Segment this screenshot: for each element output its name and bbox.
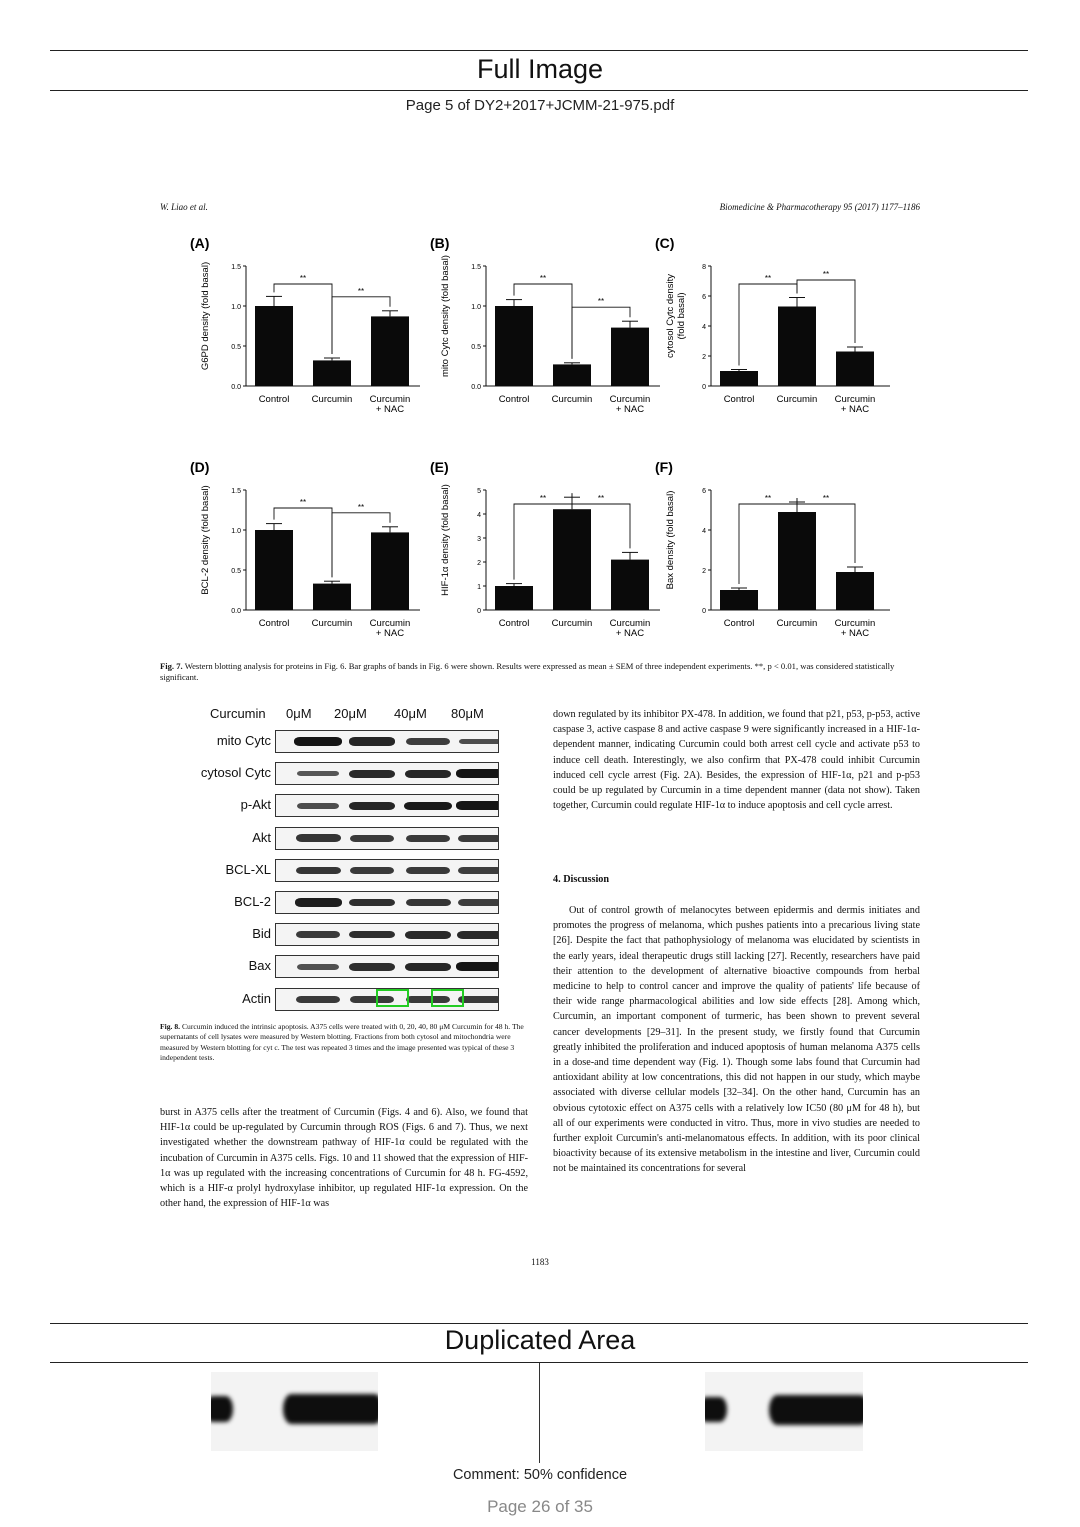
blot-conc-1: 20μM bbox=[334, 706, 367, 721]
paper-page-number: 1183 bbox=[531, 1257, 549, 1267]
blot-row-label: Actin bbox=[242, 990, 271, 1006]
category-label-e-1: Curcumin bbox=[551, 618, 593, 629]
category-label-d-2-1: + NAC bbox=[375, 628, 405, 639]
sig-marker-b-0: ** bbox=[539, 274, 547, 283]
blot-band bbox=[349, 931, 395, 939]
blot-band bbox=[456, 962, 499, 971]
fig8-caption-text: Curcumin induced the intrinsic apoptosis. A375 cells were treated with 0, 20, 40, 80 μM Curcumin for 48 h. The supernatants of cell lysates were measured by Western blotting. Fractions from both cytosol and mitochondria were measured by Western blotting for cyt c. The test was repeated 3 times and the image presented was typical of these 3 independent tests. bbox=[160, 1022, 524, 1063]
y-axis-label-b: mito Cytc density (fold basal) bbox=[440, 255, 451, 377]
chart-panel-b bbox=[420, 228, 660, 433]
panel-label-b: (B) bbox=[430, 235, 450, 251]
y-tick-label-c-1: 2 bbox=[702, 354, 706, 361]
category-label-f-2-1: + NAC bbox=[840, 628, 870, 639]
blot-band bbox=[405, 963, 452, 971]
bar-e-1 bbox=[553, 509, 591, 610]
bar-b-2 bbox=[611, 328, 649, 386]
y-tick-label-d-0: 0.0 bbox=[231, 608, 241, 615]
bar-f-2 bbox=[836, 572, 874, 610]
bar-d-2 bbox=[371, 532, 409, 610]
y-tick-label-e-1: 1 bbox=[477, 584, 481, 591]
left-column-text bbox=[160, 1105, 528, 1211]
y-tick-label-c-0: 0 bbox=[702, 384, 706, 391]
chart-panel-c bbox=[645, 228, 890, 433]
blot-conc-3: 80μM bbox=[451, 706, 484, 721]
running-head-left: W. Liao et al. bbox=[160, 202, 208, 212]
bar-f-0 bbox=[720, 590, 758, 610]
sig-marker-d-0: ** bbox=[299, 498, 307, 507]
blot-band bbox=[294, 737, 342, 746]
category-label-d-0: Control bbox=[258, 618, 290, 629]
duplicate-highlight-box bbox=[376, 989, 409, 1007]
blot-conc-2: 40μM bbox=[394, 706, 427, 721]
duplicated-area-title: Duplicated Area bbox=[444, 1325, 636, 1355]
category-label-f-1: Curcumin bbox=[776, 618, 818, 629]
y-tick-label-f-2: 4 bbox=[702, 528, 706, 535]
category-label-a-1: Curcumin bbox=[311, 394, 353, 405]
sig-marker-f-0: ** bbox=[764, 494, 772, 503]
blot-strip bbox=[275, 923, 499, 946]
blot-strip bbox=[275, 891, 499, 914]
category-label-d-1: Curcumin bbox=[311, 618, 353, 629]
blot-band bbox=[458, 867, 499, 874]
sig-marker-d-1: ** bbox=[357, 502, 365, 512]
confidence-comment: Comment: 50% confidence bbox=[452, 1467, 628, 1483]
y-tick-label-a-0: 0.0 bbox=[231, 384, 241, 391]
duplicated-crop-right bbox=[705, 1372, 863, 1451]
y-tick-label-d-3: 1.5 bbox=[231, 488, 241, 495]
blot-row-label: Bax bbox=[248, 958, 271, 974]
y-tick-label-e-4: 4 bbox=[477, 512, 481, 519]
category-label-b-2-1: + NAC bbox=[615, 404, 645, 415]
category-label-c-0: Control bbox=[723, 394, 755, 405]
y-tick-label-b-1: 0.5 bbox=[471, 344, 481, 351]
y-tick-label-b-0: 0.0 bbox=[471, 384, 481, 391]
category-label-e-2: Curcumin bbox=[609, 618, 651, 629]
chart-panel-f bbox=[645, 452, 890, 657]
blot-band bbox=[459, 739, 499, 745]
y-tick-label-b-3: 1.5 bbox=[471, 264, 481, 271]
bar-a-2 bbox=[371, 316, 409, 386]
blot-band bbox=[297, 964, 339, 969]
y-axis-label-c-1: (fold basal) bbox=[676, 292, 687, 340]
blot-band bbox=[350, 867, 395, 874]
sig-marker-a-0: ** bbox=[299, 274, 307, 283]
category-label-c-2: Curcumin bbox=[834, 394, 876, 405]
sig-marker-c-0: ** bbox=[764, 274, 772, 283]
blot-row-label: BCL-XL bbox=[225, 861, 271, 877]
blot-band bbox=[349, 802, 396, 810]
fig7-caption-label: Fig. 7. bbox=[160, 661, 183, 671]
y-axis-label-f: Bax density (fold basal) bbox=[665, 490, 676, 590]
blot-band bbox=[458, 899, 499, 906]
blot-band bbox=[296, 931, 341, 938]
sig-marker-e-1: ** bbox=[597, 494, 605, 503]
blot-band bbox=[458, 835, 499, 842]
bar-c-0 bbox=[720, 371, 758, 386]
blot-band bbox=[349, 963, 395, 971]
running-head-right: Biomedicine & Pharmacotherapy 95 (2017) 1177–1186 bbox=[719, 202, 920, 212]
y-tick-label-d-1: 0.5 bbox=[231, 568, 241, 575]
category-label-a-2-1: + NAC bbox=[375, 404, 405, 415]
blot-row-label: Bid bbox=[252, 926, 271, 942]
bar-a-0 bbox=[255, 306, 293, 386]
sig-marker-a-1: ** bbox=[357, 286, 365, 296]
fig8-caption bbox=[160, 1022, 528, 1064]
y-tick-label-f-3: 6 bbox=[702, 488, 706, 495]
blot-band bbox=[295, 898, 342, 906]
y-axis-label-c: cytosol Cytc density bbox=[665, 274, 676, 358]
category-label-a-2: Curcumin bbox=[369, 394, 411, 405]
blot-band bbox=[349, 737, 396, 745]
chart-panel-d bbox=[180, 452, 420, 657]
fig8-caption-label: Fig. 8. bbox=[160, 1022, 181, 1031]
right-column-text-1 bbox=[553, 707, 920, 813]
duplicated-crop-left bbox=[211, 1372, 378, 1451]
category-label-e-2-1: + NAC bbox=[615, 628, 645, 639]
blot-header-label: Curcumin bbox=[210, 706, 266, 721]
bar-b-0 bbox=[495, 306, 533, 386]
category-label-a-0: Control bbox=[258, 394, 290, 405]
page-indicator: Page 26 of 35 bbox=[487, 1497, 593, 1516]
chart-panel-a bbox=[180, 228, 420, 433]
blot-band bbox=[349, 899, 395, 907]
blot-band bbox=[297, 771, 339, 776]
sig-marker-c-1: ** bbox=[822, 270, 830, 279]
y-tick-label-d-2: 1.0 bbox=[231, 528, 241, 535]
sig-marker-b-1: ** bbox=[597, 297, 605, 307]
blot-strip bbox=[275, 794, 499, 817]
bar-a-1 bbox=[313, 360, 351, 386]
blot-row-label: Akt bbox=[252, 829, 271, 845]
blot-row-label: BCL-2 bbox=[234, 894, 271, 909]
panel-label-a: (A) bbox=[190, 235, 210, 251]
panel-label-e: (E) bbox=[430, 459, 449, 475]
fig7-caption bbox=[160, 661, 920, 683]
section-heading: 4. Discussion bbox=[553, 874, 610, 885]
sig-marker-e-0: ** bbox=[539, 494, 547, 503]
blot-band bbox=[457, 931, 499, 939]
dup-divider bbox=[539, 1363, 540, 1463]
y-axis-label-d: BCL-2 density (fold basal) bbox=[200, 485, 211, 595]
category-label-b-2: Curcumin bbox=[609, 394, 651, 405]
blot-band bbox=[404, 802, 452, 811]
bar-d-1 bbox=[313, 584, 351, 610]
blot-band bbox=[406, 867, 451, 874]
category-label-f-2: Curcumin bbox=[834, 618, 876, 629]
left-column-paragraph: burst in A375 cells after the treatment of Curcumin (Figs. 4 and 6). Also, we found that HIF-1α could be up-regulated by Curcumin through ROS (Figs. 6 and 7). Thus, we next investigated whether the downstream pathway of HIF-1α could be regulated with the incubation of Curcumin in A375 cells. Figs. 10 and 11 showed that the expression of HIF-1α was up regulated with the increasing concentrations of Curcumin for 48 h. FG-4592, which is a HIF-α prolyl hydroxylase inhibitor, up regulated HIF-1α expression. On the other hand, the expression of HIF-1α was bbox=[160, 1107, 528, 1210]
y-tick-label-c-3: 6 bbox=[702, 294, 706, 301]
page-title: Full Image bbox=[476, 54, 604, 84]
blot-row-label: p-Akt bbox=[240, 797, 271, 813]
category-label-b-1: Curcumin bbox=[551, 394, 593, 405]
y-tick-label-c-2: 4 bbox=[702, 324, 706, 331]
blot-row-label: mito Cytc bbox=[216, 733, 271, 748]
right-column-paragraph-1: down regulated by its inhibitor PX-478. In addition, we found that p21, p53, p-p53, active caspase 3, active caspase 8 and active caspase 9 were significantly increased in a HIF-1α-dependent manner, indicating Curcumin could both arrest cell cycle and activate p53 to induce cell death. Interestingly, we also confirm that PX-478 could inhibit Curcumin induced cell cycle arrest (Fig. 2A). Besides, the expression of HIF-1α, p21 and p-p53 could be up regulated by Curcumin in a time dependent manner (data not show). Taken together, Curcumin could regulate HIF-1α to induce apoptosis and cell cycle arrest. bbox=[553, 709, 920, 812]
y-axis-label-a: G6PD density (fold basal) bbox=[200, 261, 211, 371]
y-tick-label-e-5: 5 bbox=[477, 488, 481, 495]
sig-marker-f-1: ** bbox=[822, 494, 830, 503]
category-label-c-1: Curcumin bbox=[776, 394, 818, 405]
y-tick-label-e-0: 0 bbox=[477, 608, 481, 615]
blot-strip bbox=[275, 859, 499, 882]
blot-band bbox=[350, 835, 395, 842]
y-tick-label-c-4: 8 bbox=[702, 264, 706, 271]
panel-label-c: (C) bbox=[655, 235, 675, 251]
bar-c-2 bbox=[836, 352, 874, 387]
blot-band bbox=[406, 738, 450, 745]
bar-b-1 bbox=[553, 364, 591, 386]
y-tick-label-a-3: 1.5 bbox=[231, 264, 241, 271]
blot-band bbox=[405, 770, 452, 778]
blot-band bbox=[405, 931, 451, 939]
y-tick-label-a-2: 1.0 bbox=[231, 304, 241, 311]
category-label-d-2: Curcumin bbox=[369, 618, 411, 629]
blot-band bbox=[296, 834, 341, 841]
y-tick-label-a-1: 0.5 bbox=[231, 344, 241, 351]
blot-band bbox=[296, 867, 341, 874]
blot-strip bbox=[275, 762, 499, 785]
bar-d-0 bbox=[255, 530, 293, 610]
bar-e-0 bbox=[495, 586, 533, 610]
blot-strip bbox=[275, 730, 499, 753]
y-tick-label-e-3: 3 bbox=[477, 536, 481, 543]
y-tick-label-f-1: 2 bbox=[702, 568, 706, 575]
blot-band bbox=[297, 803, 340, 809]
y-tick-label-e-2: 2 bbox=[477, 560, 481, 567]
blot-band bbox=[349, 770, 395, 778]
blot-band bbox=[456, 801, 499, 810]
category-label-f-0: Control bbox=[723, 618, 755, 629]
category-label-b-0: Control bbox=[498, 394, 530, 405]
bar-c-1 bbox=[778, 307, 816, 387]
blot-row-label: cytosol Cytc bbox=[200, 765, 271, 781]
blot-band bbox=[406, 835, 451, 842]
bar-f-1 bbox=[778, 512, 816, 610]
chart-panel-e bbox=[420, 452, 660, 657]
y-tick-label-b-2: 1.0 bbox=[471, 304, 481, 311]
blot-conc-0: 0μM bbox=[286, 706, 312, 721]
panel-label-f: (F) bbox=[655, 459, 673, 475]
bar-e-2 bbox=[611, 560, 649, 610]
dup-top-rule bbox=[50, 1323, 1028, 1324]
y-tick-label-f-0: 0 bbox=[702, 608, 706, 615]
blot-band bbox=[456, 769, 499, 778]
blot-band bbox=[296, 996, 341, 1003]
right-column-paragraph-2: Out of control growth of melanocytes between epidermis and dermis initiates and promotes the progress of melanoma, which pushes patients into a precarious living state [26]. Despite the fact that pathophysiology of melanoma was elucidated by scientists in the early years, ideal therapeutic drugs still lacking [27]. Recently, researchers have paid their attention to the development of alternative bioactive compounds from herbal medicine to help to control cancer and improve the quality of patients' life because of their wide range pharmacological abilities and low side effects [28]. Among which, Curcumin, an important component of turmeric, has been shown to prevent several cancer developments [29–31]. In the present study, we firstly found that Curcumin greatly inhibited the proliferation and induced apoptosis of human melanoma A375 cells in a dose-and time dependent way (Fig. 1). Though some labs found that Curcumin had antioxidant ability at low concentrations, this did not happen in our study, which maybe associated with diverse cellular models [32–34]. On the other hand, Curcumin has an obvious cytotoxic effect on A375 cells with a relatively low IC50 (80 μM for 48 h), but all of our experiments were conducted in vitro. Thus, more in vivo studies are needed to further exploit Curcumin's anti-melanomatous effects. In addition, with its poor clinical bioactivity because of its extensive metabolism in the intestine and liver, Curcumin could not be maintained its concentrations for several bbox=[553, 905, 920, 1175]
category-label-c-2-1: + NAC bbox=[840, 404, 870, 415]
fig7-caption-text: Western blotting analysis for proteins in Fig. 6. Bar graphs of bands in Fig. 6 were shown. Results were expressed as mean ± SEM of three independent experiments. **, p < 0.01, was considered statistically significant. bbox=[160, 661, 895, 682]
y-axis-label-e: HIF-1α density (fold basal) bbox=[440, 484, 451, 596]
blot-strip bbox=[275, 955, 499, 978]
blot-band bbox=[406, 899, 451, 906]
panel-label-d: (D) bbox=[190, 459, 210, 475]
right-column-text-2 bbox=[553, 903, 920, 1177]
duplicate-highlight-box bbox=[431, 989, 464, 1007]
blot-strip bbox=[275, 827, 499, 850]
category-label-e-0: Control bbox=[498, 618, 530, 629]
source-page-ref: Page 5 of DY2+2017+JCMM-21-975.pdf bbox=[405, 97, 675, 114]
